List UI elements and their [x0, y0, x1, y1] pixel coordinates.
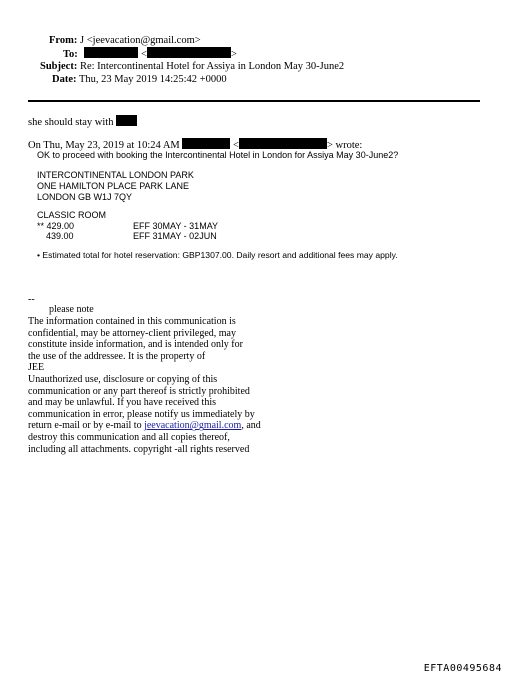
disclaimer-line-11: destroy this communication and all copies thereof, — [28, 432, 230, 443]
rate-1-eff: EFF 30MAY - 31MAY — [133, 221, 219, 231]
rate-2-price: 439.00 — [46, 231, 74, 241]
disclaimer-line-9: communication in error, please notify us immediately by — [28, 408, 255, 420]
subject-label: Subject: — [40, 61, 78, 72]
to-gt: > — [230, 49, 237, 60]
from-label: From: — [49, 35, 78, 46]
header-divider — [28, 100, 480, 102]
rate-2-eff: EFF 31MAY - 02JUN — [133, 231, 217, 241]
subject-value: Re: Intercontinental Hotel for Assiya in London May 30-June2 — [79, 61, 345, 72]
email-line-prefix: return e-mail or by e-mail to — [28, 420, 145, 432]
disclaimer-email-line — [28, 420, 261, 432]
to-lt: < — [141, 49, 147, 60]
disclaimer-line-12: including all attachments. copyright -all rights reserved — [28, 443, 250, 455]
rate-1-price: ** 429.00 — [37, 221, 75, 231]
disclaimer-line-5: JEE — [28, 362, 45, 374]
disclaimer-line-1: The information contained in this communication is — [28, 316, 236, 327]
date-label: Date: — [52, 74, 77, 85]
address-line-2: ONE HAMILTON PLACE PARK LANE — [37, 181, 190, 191]
quote-question: OK to proceed with booking the Intercontinental Hotel in London for Assiya May 30-June2? — [37, 150, 399, 160]
quote-sender-redaction — [182, 138, 230, 149]
disclaimer-line-2: confidential, may be attorney-client privileged, may — [28, 327, 236, 339]
to-name-redaction — [84, 47, 138, 58]
bullet-icon: • — [37, 250, 41, 260]
email-line-suffix: , and — [241, 420, 261, 432]
room-type: CLASSIC ROOM — [37, 210, 107, 220]
to-row — [63, 47, 237, 61]
to-email-redaction — [147, 47, 231, 58]
date-row — [52, 73, 227, 86]
from-value: J <jeevacation@gmail.com> — [80, 35, 201, 46]
reply-redaction — [116, 115, 137, 126]
quote-intro-suffix: > wrote: — [326, 140, 363, 151]
email-link[interactable]: jeevacation@gmail.com — [144, 420, 242, 432]
address-line-1: INTERCONTINENTAL LONDON PARK — [37, 170, 194, 180]
reply-text: she should stay with — [28, 117, 114, 128]
estimate-text: Estimated total for hotel reservation: GBP1307.00. Daily resort and additional fees may apply. — [42, 250, 398, 260]
quote-intro-prefix: On Thu, May 23, 2019 at 10:24 AM — [28, 140, 180, 151]
document-id: EFTA00495684 — [423, 663, 502, 674]
date-value: Thu, 23 May 2019 14:25:42 +0000 — [78, 74, 227, 85]
estimate-line — [37, 250, 398, 261]
reply-line — [28, 115, 137, 130]
disclaimer-line-7: communication or any part thereof is strictly prohibited — [28, 385, 250, 397]
disclaimer-line-3: constitute inside information, and is intended only for — [28, 339, 243, 351]
quote-intro-lt: < — [233, 140, 239, 151]
to-label: To: — [63, 49, 78, 60]
please-note: please note — [49, 304, 94, 315]
subject-row — [40, 60, 344, 73]
signature-separator: -- — [28, 294, 35, 305]
quote-email-redaction — [239, 138, 327, 149]
disclaimer-line-8: and may be unlawful. If you have received this — [28, 397, 216, 409]
from-row — [49, 34, 201, 47]
disclaimer-line-6: Unauthorized use, disclosure or copying of this — [28, 374, 218, 385]
address-line-3: LONDON GB W1J 7QY — [37, 192, 133, 202]
disclaimer-line-4: the use of the addressee. It is the property of — [28, 350, 206, 362]
